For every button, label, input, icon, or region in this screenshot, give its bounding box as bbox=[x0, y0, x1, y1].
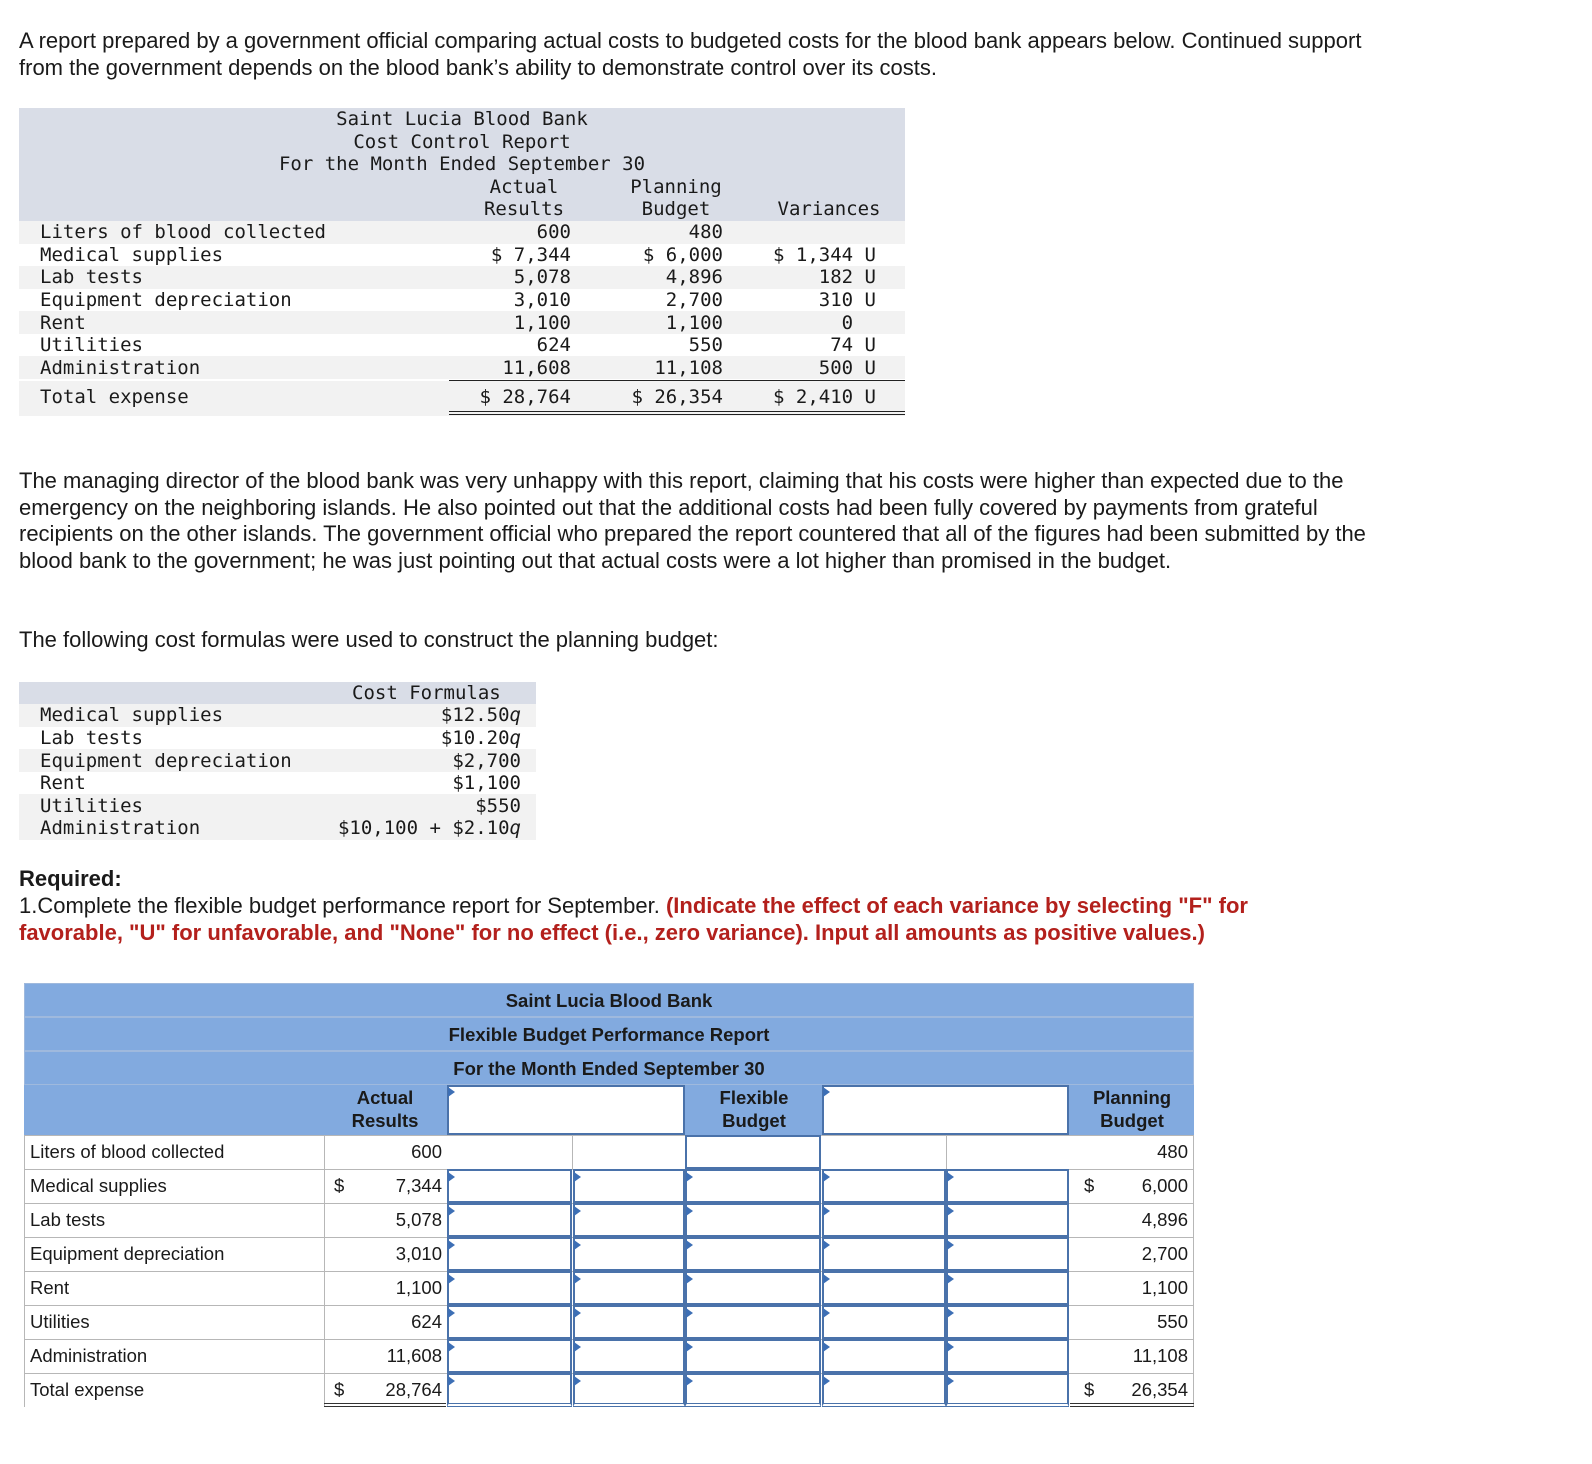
formula-label: Medical supplies bbox=[40, 704, 224, 726]
formula-value: $2,700 bbox=[452, 750, 521, 772]
cost-control-report: Saint Lucia Blood Bank Cost Control Report For the Month Ended September 30 Actual Results Planning Budget Variances Liters of blood collected 600 480 Medical supplies $ 7,344 $ 6,000 $ 1,344 U Lab tests 5,078 4,896 182 U Equipment depreciation 3,010 2,700 310 U Rent 1,100 1,100 0 Utilities 624 550 74 U Administration 11,608 11,108 500 U Total expense $ 28,764 $ 26,354 $ 2,410 U bbox=[19, 108, 905, 416]
required-heading: Required: bbox=[19, 866, 122, 891]
dropdown-arrow-icon bbox=[823, 1087, 830, 1097]
formula-label: Lab tests bbox=[40, 727, 143, 749]
total-label: Total expense bbox=[40, 386, 189, 408]
formula-value: $1,100 bbox=[452, 772, 521, 794]
planning-value: 2,700 bbox=[1141, 1243, 1188, 1264]
dropdown-arrow-icon bbox=[686, 1376, 693, 1386]
formula-label: Administration bbox=[40, 817, 201, 839]
planning-value: 1,100 bbox=[1141, 1277, 1188, 1298]
report-period: For the Month Ended September 30 bbox=[278, 153, 646, 175]
spending-variance-effect-select[interactable] bbox=[946, 1203, 1069, 1237]
dropdown-arrow-icon bbox=[574, 1342, 581, 1352]
flexible-budget-amount-input[interactable] bbox=[685, 1169, 821, 1203]
dropdown-arrow-icon bbox=[686, 1206, 693, 1216]
planning-value: 11,108 bbox=[1132, 1345, 1188, 1366]
activity-variance-effect-select[interactable] bbox=[573, 1339, 685, 1373]
activity-variance-effect-select[interactable] bbox=[573, 1373, 685, 1407]
activity-variance-amount-input[interactable] bbox=[447, 1203, 572, 1237]
flexible-budget-amount-input[interactable] bbox=[685, 1305, 821, 1339]
dropdown-arrow-icon bbox=[823, 1172, 830, 1182]
activity-variance-amount-input[interactable] bbox=[447, 1169, 572, 1203]
actual-value: 5,078 bbox=[395, 1209, 442, 1230]
dropdown-arrow-icon bbox=[823, 1240, 830, 1250]
cost-formulas-header: Cost Formulas bbox=[352, 682, 501, 704]
required-text: 1.Complete the flexible budget performance report for September. (Indicate the effect of each variance by selecting "F" for favorable, "U" for unfavorable, and "None" for no effect (i.e., zero variance). Input all amounts as positive values.) bbox=[19, 893, 1248, 945]
planning-value: 6,000 bbox=[1141, 1175, 1188, 1196]
row-label: Equipment depreciation bbox=[30, 1243, 225, 1264]
row-label: Lab tests bbox=[30, 1209, 106, 1230]
dropdown-arrow-icon bbox=[947, 1376, 954, 1386]
dropdown-arrow-icon bbox=[686, 1172, 693, 1182]
activity-variance-amount-input[interactable] bbox=[447, 1373, 572, 1407]
formula-value: $12.50q bbox=[440, 704, 521, 726]
planning-value: 480 bbox=[1157, 1141, 1188, 1162]
dollar-sign: $ bbox=[1084, 1175, 1095, 1196]
formulas-intro: The following cost formulas were used to construct the planning budget: bbox=[19, 627, 719, 652]
activity-variance-effect-select[interactable] bbox=[573, 1271, 685, 1305]
actual-value: 3,010 bbox=[395, 1243, 442, 1264]
dropdown-arrow-icon bbox=[823, 1206, 830, 1216]
planning-value: 4,896 bbox=[1141, 1209, 1188, 1230]
dropdown-arrow-icon bbox=[448, 1342, 455, 1352]
dollar-sign: $ bbox=[334, 1379, 345, 1400]
activity-variance-amount-input[interactable] bbox=[447, 1271, 572, 1305]
actual-value: 7,344 bbox=[395, 1175, 442, 1196]
row-label: Equipment depreciation bbox=[40, 289, 292, 311]
activity-variance-amount-input[interactable] bbox=[447, 1237, 572, 1271]
spending-variance-effect-select[interactable] bbox=[946, 1237, 1069, 1271]
row-label: Medical supplies bbox=[40, 244, 224, 266]
formula-label: Rent bbox=[40, 772, 86, 794]
dropdown-arrow-icon bbox=[947, 1342, 954, 1352]
dropdown-arrow-icon bbox=[448, 1172, 455, 1182]
row-label: Liters of blood collected bbox=[30, 1141, 225, 1162]
row-label: Total expense bbox=[30, 1379, 145, 1400]
flexible-activity-input[interactable] bbox=[685, 1135, 821, 1169]
activity-variance-effect-select[interactable] bbox=[573, 1305, 685, 1339]
row-label: Utilities bbox=[40, 334, 143, 356]
report-title: Saint Lucia Blood Bank bbox=[336, 108, 588, 130]
activity-variance-amount-input[interactable] bbox=[447, 1305, 572, 1339]
dropdown-arrow-icon bbox=[448, 1087, 455, 1097]
row-label: Administration bbox=[30, 1345, 148, 1366]
activity-variance-effect-select[interactable] bbox=[573, 1237, 685, 1271]
actual-value: 600 bbox=[411, 1141, 442, 1162]
flexible-budget-amount-input[interactable] bbox=[685, 1237, 821, 1271]
spending-variance-effect-select[interactable] bbox=[946, 1305, 1069, 1339]
row-label: Utilities bbox=[30, 1311, 90, 1332]
dropdown-arrow-icon bbox=[574, 1308, 581, 1318]
flexible-budget-amount-input[interactable] bbox=[685, 1339, 821, 1373]
formula-label: Equipment depreciation bbox=[40, 750, 292, 772]
dropdown-arrow-icon bbox=[686, 1274, 693, 1284]
row-label: Administration bbox=[40, 357, 201, 379]
flex-report-title: Saint Lucia Blood Bank bbox=[24, 983, 1194, 1017]
dropdown-arrow-icon bbox=[574, 1206, 581, 1216]
col-planning-header: Planning bbox=[630, 176, 722, 198]
actual-value: 1,100 bbox=[395, 1277, 442, 1298]
formula-label: Utilities bbox=[40, 795, 143, 817]
dropdown-arrow-icon bbox=[448, 1240, 455, 1250]
dropdown-arrow-icon bbox=[448, 1308, 455, 1318]
dropdown-arrow-icon bbox=[574, 1172, 581, 1182]
row-label: Lab tests bbox=[40, 266, 143, 288]
row-label: Liters of blood collected bbox=[40, 221, 326, 243]
spending-variance-effect-select[interactable] bbox=[946, 1169, 1069, 1203]
row-label: Rent bbox=[40, 312, 86, 334]
flex-report-period: For the Month Ended September 30 bbox=[24, 1051, 1194, 1085]
actual-value: 28,764 bbox=[385, 1379, 442, 1400]
total-double-rule bbox=[449, 411, 905, 412]
dropdown-arrow-icon bbox=[947, 1240, 954, 1250]
dropdown-arrow-icon bbox=[686, 1240, 693, 1250]
spending-variance-amount-input[interactable] bbox=[822, 1237, 946, 1271]
flexible-budget-amount-input[interactable] bbox=[685, 1373, 821, 1407]
planning-value: 26,354 bbox=[1070, 1373, 1194, 1407]
activity-variance-amount-input[interactable] bbox=[447, 1339, 572, 1373]
col-flexible-budget: Flexible Budget bbox=[719, 1087, 789, 1131]
column-heading-dropdown-1[interactable] bbox=[447, 1085, 685, 1135]
dropdown-arrow-icon bbox=[574, 1240, 581, 1250]
row-label: Rent bbox=[30, 1277, 70, 1298]
planning-value: 550 bbox=[1157, 1311, 1188, 1332]
dollar-sign: $ bbox=[334, 1175, 345, 1196]
spending-variance-effect-select[interactable] bbox=[946, 1339, 1069, 1373]
cost-formulas-table bbox=[19, 682, 536, 840]
activity-variance-effect-select[interactable] bbox=[573, 1203, 685, 1237]
report-subtitle: Cost Control Report bbox=[353, 131, 571, 153]
dropdown-arrow-icon bbox=[947, 1274, 954, 1284]
row-label: Medical supplies bbox=[30, 1175, 167, 1196]
actual-value: 624 bbox=[411, 1311, 442, 1332]
required-instruction: (Indicate the effect of each variance by selecting "F" for favorable, "U" for unfavorable, and "None" for no effect (i.e., zero variance). Input all amounts as positive values.) bbox=[19, 893, 1248, 945]
director-paragraph: The managing director of the blood bank was very unhappy with this report, claiming that his costs were higher than expected due to the emergency on the neighboring islands. He also pointed out that the additional costs had been fully covered by payments from grateful recipients on the other islands. The government official who prepared the report countered that all of the figures had been submitted by the blood bank to the government; he was just pointing out that actual costs were a lot higher than promised in the budget. bbox=[19, 468, 1366, 573]
total-double-rule bbox=[324, 1403, 446, 1407]
intro-paragraph: A report prepared by a government official comparing actual costs to budgeted costs for the blood bank appears below. Continued support from the government depends on the blood bank’s ability to demonstrate control over its costs. bbox=[19, 28, 1362, 80]
spending-variance-amount-input[interactable] bbox=[822, 1339, 946, 1373]
spending-variance-amount-input[interactable] bbox=[822, 1305, 946, 1339]
col-actual-results: Actual Results bbox=[351, 1087, 419, 1131]
flex-report-subtitle: Flexible Budget Performance Report bbox=[24, 1017, 1194, 1051]
dropdown-arrow-icon bbox=[947, 1172, 954, 1182]
formula-value: $10,100 + $2.10q bbox=[337, 817, 521, 839]
dollar-sign: $ bbox=[1084, 1379, 1095, 1400]
col-planning-budget: Planning Budget bbox=[1092, 1087, 1172, 1131]
col-actual-header: Actual bbox=[489, 176, 559, 198]
formula-value: $550 bbox=[475, 795, 521, 817]
dropdown-arrow-icon bbox=[448, 1376, 455, 1386]
dropdown-arrow-icon bbox=[823, 1308, 830, 1318]
spending-variance-effect-select[interactable] bbox=[946, 1373, 1069, 1407]
flexible-budget-report bbox=[24, 983, 1194, 1408]
column-heading-dropdown-2[interactable] bbox=[822, 1085, 1069, 1135]
dropdown-arrow-icon bbox=[947, 1206, 954, 1216]
spending-variance-amount-input[interactable] bbox=[822, 1169, 946, 1203]
dropdown-arrow-icon bbox=[686, 1308, 693, 1318]
col-variances-header: Variances bbox=[777, 198, 881, 220]
spending-variance-amount-input[interactable] bbox=[822, 1373, 946, 1407]
spending-variance-amount-input[interactable] bbox=[822, 1271, 946, 1305]
dropdown-arrow-icon bbox=[823, 1342, 830, 1352]
dropdown-arrow-icon bbox=[947, 1308, 954, 1318]
activity-variance-effect-select[interactable] bbox=[573, 1169, 685, 1203]
dropdown-arrow-icon bbox=[574, 1376, 581, 1386]
dropdown-arrow-icon bbox=[448, 1206, 455, 1216]
subtotal-rule bbox=[449, 380, 905, 381]
dropdown-arrow-icon bbox=[823, 1274, 830, 1284]
actual-value: 11,608 bbox=[386, 1345, 442, 1366]
flexible-budget-amount-input[interactable] bbox=[685, 1271, 821, 1305]
dropdown-arrow-icon bbox=[448, 1274, 455, 1284]
flexible-budget-amount-input[interactable] bbox=[685, 1203, 821, 1237]
dropdown-arrow-icon bbox=[686, 1342, 693, 1352]
spending-variance-amount-input[interactable] bbox=[822, 1203, 946, 1237]
dropdown-arrow-icon bbox=[574, 1274, 581, 1284]
formula-value: $10.20q bbox=[440, 727, 521, 749]
dropdown-arrow-icon bbox=[823, 1376, 830, 1386]
spending-variance-effect-select[interactable] bbox=[946, 1271, 1069, 1305]
